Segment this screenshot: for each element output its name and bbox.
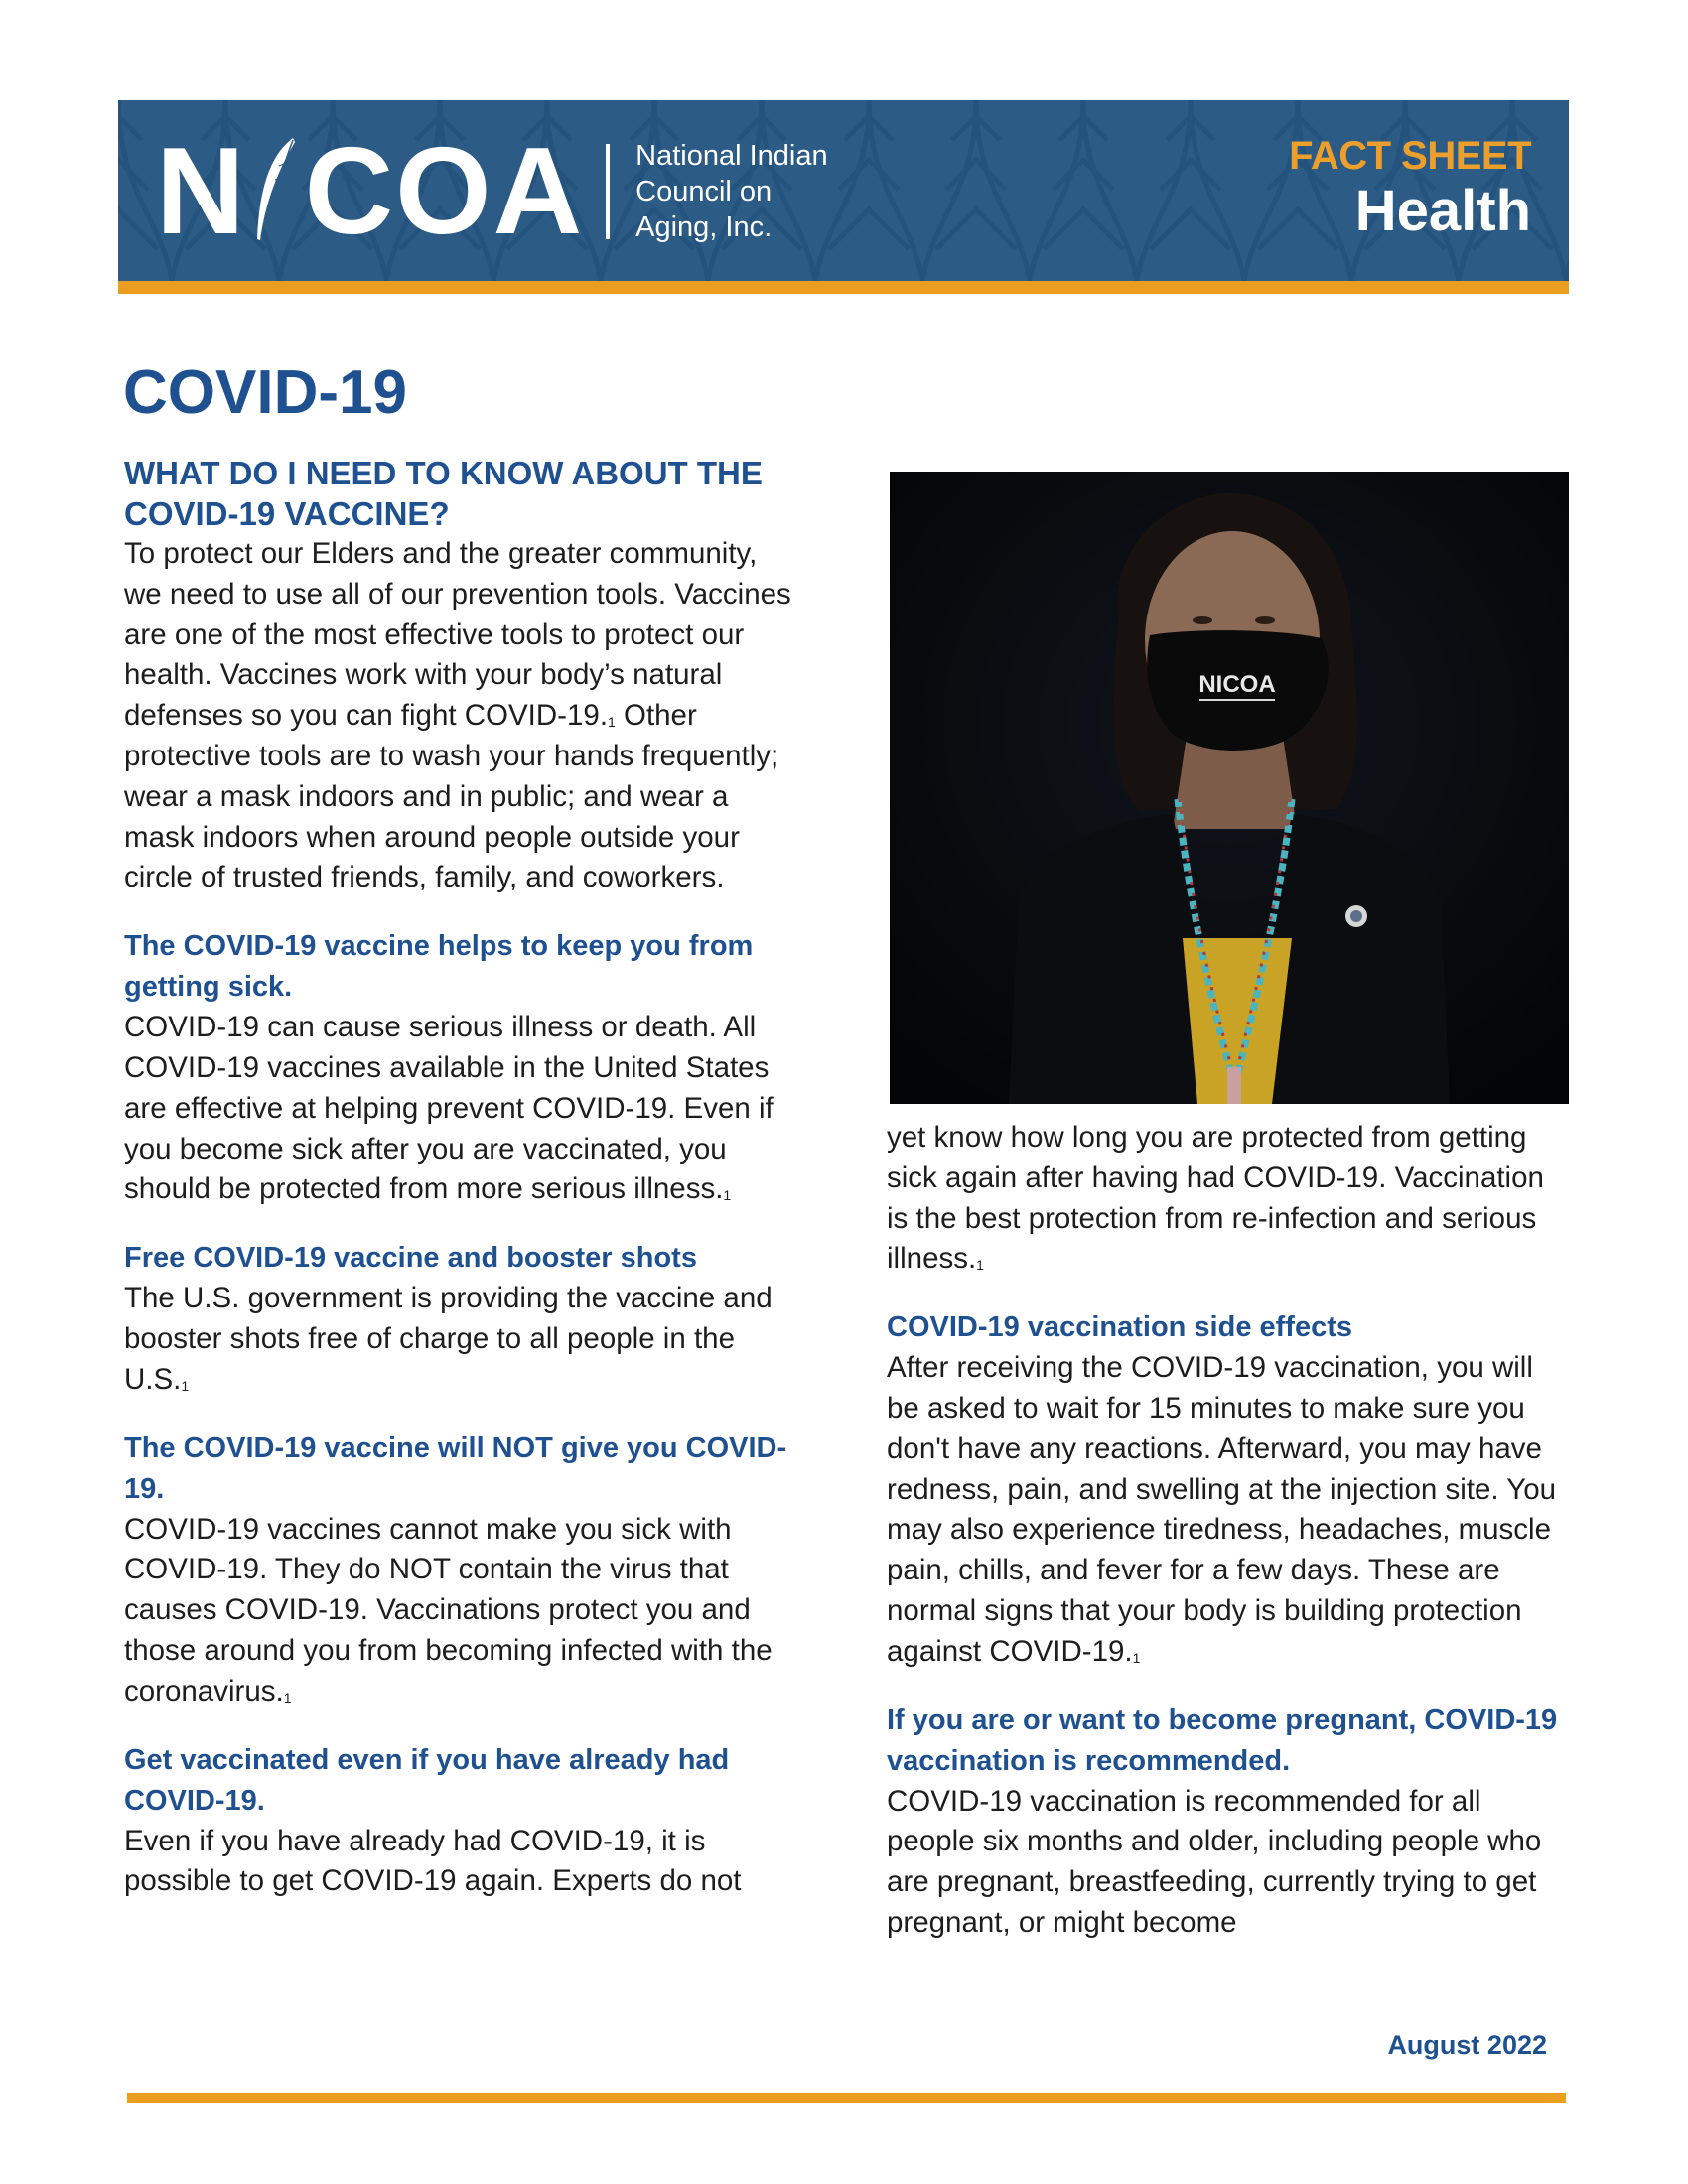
- logo-letter-n: N: [156, 123, 247, 260]
- section-heading: If you are or want to become pregnant, COVID-19 vaccination is recommended.: [887, 1704, 1558, 1777]
- section-body: The U.S. government is providing the vaccine and booster shots free of charge to all people in the U.S.$^1$: [124, 1282, 773, 1396]
- section-body: After receiving the COVID-19 vaccination, you will be asked to wait for 15 minutes to make sure you don't have any reactions. Afterward, you may have redness, pain, and swelling at the injection site. You may also experience tiredness, headaches, muscle pain, chills, and fever for a few days. These are normal signs that your body is building protection against COVID-19.$^1$: [887, 1351, 1557, 1668]
- feather-icon: [249, 136, 301, 247]
- section-body: COVID-19 vaccination is recommended for all people six months and older, including people who are pregnant, breastfeeding, currently trying to get pregnant, or might become: [887, 1784, 1542, 1939]
- header-accent-stripe: [118, 281, 1569, 294]
- continued-paragraph: yet know how long you are protected from getting sick again after having had COVID-19. Vaccination is the best protection from re-infection and serious illness.$^1$: [887, 1121, 1544, 1276]
- main-heading: WHAT DO I NEED TO KNOW ABOUT THE COVID-19 VACCINE?: [124, 455, 763, 532]
- section-heading: The COVID-19 vaccine will NOT give you COVID-19.: [124, 1432, 787, 1505]
- publication-date: August 2022: [1387, 2030, 1547, 2060]
- footnote-ref: 1: [608, 714, 616, 731]
- footnote-ref: 1: [181, 1377, 190, 1394]
- pattern-motif: [1030, 100, 1137, 281]
- right-column: [887, 1118, 1562, 1944]
- header-banner: [118, 100, 1569, 281]
- org-name: National Indian Council on Aging, Inc.: [635, 140, 828, 243]
- nicoa-logo: [156, 123, 828, 260]
- footer-accent-line: [127, 2093, 1566, 2103]
- photo-illustration: [890, 472, 1569, 1104]
- fact-sheet-label: FACT SHEET: [1289, 134, 1531, 178]
- logo-divider: [606, 144, 610, 239]
- section-body: Even if you have already had COVID-19, it is possible to get COVID-19 again. Experts do not: [124, 1824, 742, 1898]
- logo-letters-coa: COA: [304, 123, 585, 260]
- elder-photo: [890, 472, 1569, 1104]
- footnote-ref: 1: [976, 1257, 984, 1274]
- pattern-motif: [922, 100, 1030, 281]
- page-title: COVID-19: [123, 358, 407, 427]
- fact-sheet-block: [1289, 134, 1531, 245]
- pattern-motif: [1566, 100, 1569, 281]
- footnote-ref: 1: [283, 1689, 292, 1706]
- section-body: COVID-19 can cause serious illness or death. All COVID-19 vaccines available in the United States are effective at helping prevent COVID-19. Even if you become sick after you are vaccinated, you should be protected from more serious illness.$^1$: [124, 1011, 774, 1206]
- footnote-ref: 1: [723, 1187, 732, 1204]
- mask-logo-text: NICOA: [1198, 671, 1276, 698]
- footnote-ref: 1: [1132, 1649, 1141, 1666]
- section-body: COVID-19 vaccines cannot make you sick with COVID-19. They do NOT contain the virus that causes COVID-19. Vaccinations protect you and those around you from becoming infected with the coronavirus.$^1$: [124, 1512, 773, 1707]
- section-heading: COVID-19 vaccination side effects: [887, 1311, 1352, 1344]
- pattern-motif: [815, 100, 922, 281]
- section-heading: Get vaccinated even if you have already had COVID-19.: [124, 1743, 730, 1817]
- left-column: [124, 453, 799, 1902]
- intro-paragraph: To protect our Elders and the greater community, we need to use all of our prevention tools. Vaccines are one of the most effective tools to protect our health. Vaccines work with your body’s natural defenses so you can fight COVID-19.$^1$ Other protective tools are to wash your hands frequently; wear a mask indoors and in public; and wear a mask indoors when around people outside your circle of trusted friends, family, and coworkers.: [124, 537, 791, 894]
- section-heading: Free COVID-19 vaccine and booster shots: [124, 1242, 697, 1275]
- section-heading: The COVID-19 vaccine helps to keep you from getting sick.: [124, 930, 754, 1004]
- pattern-motif: [1137, 100, 1244, 281]
- fact-sheet-topic: Health: [1354, 179, 1531, 243]
